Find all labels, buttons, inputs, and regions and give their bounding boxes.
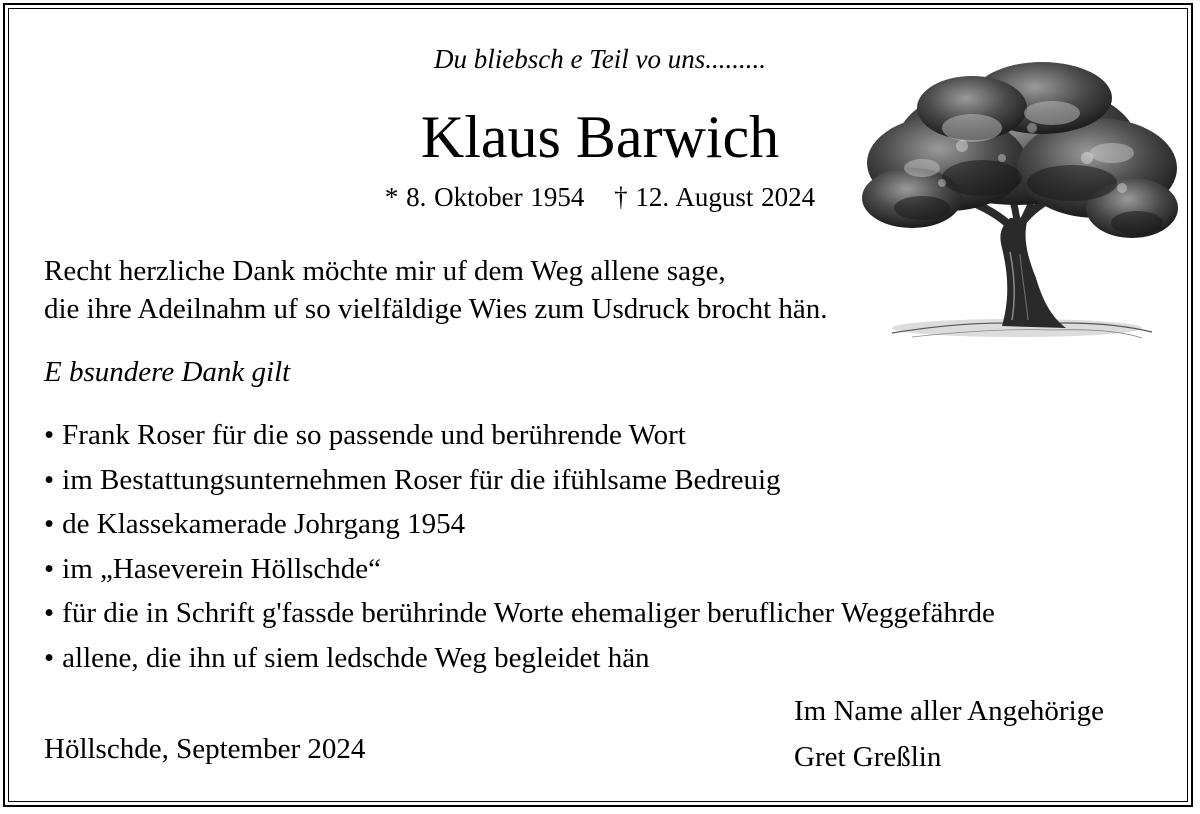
list-item [44,547,995,592]
list-item [44,591,995,636]
tree-icon [852,58,1182,350]
list-item [44,636,995,681]
list-item [44,413,995,458]
list-item-text: im Bestattungsunternehmen Roser für die ifühlsame Bedreuig [62,463,781,496]
bullet-icon: • [44,508,55,540]
special-thanks-list [44,413,995,680]
bullet-icon: • [44,552,55,585]
bullet-icon: • [44,419,55,451]
bullet-icon: • [44,463,55,496]
birth-date: * 8. Oktober 1954 [384,182,585,212]
list-item-text: im „Haseverein Höllschde“ [62,552,382,585]
motto: Du bliebsch e Teil vo uns......... [434,44,766,74]
list-item-text: Frank Roser für die so passende und berührende Wort [62,419,686,451]
on-behalf-line: Im Name aller Angehörige [794,695,1105,727]
list-item [44,502,995,547]
deceased-name: Klaus Barwich [420,104,780,170]
signature-block [794,688,1104,780]
death-date: † 12. August 2024 [614,182,816,212]
place-and-date: Höllschde, September 2024 [44,733,366,765]
intro-line-2: die ihre Adeilnahm uf so vielfäldige Wies zum Usdruck brocht hän. [44,293,828,325]
list-item [44,458,995,503]
thank-you-intro [44,252,828,328]
intro-line-1: Recht herzliche Dank möchte mir uf dem Weg allene sage, [44,255,726,287]
list-item-text: für die in Schrift g'fassde berührinde Worte ehemaliger beruflicher Weggefährde [62,597,995,629]
special-thanks-heading: E bsundere Dank gilt [44,356,291,388]
bullet-icon: • [44,641,55,674]
list-item-text: de Klassekamerade Johrgang 1954 [62,508,466,540]
list-item-text: allene, die ihn uf siem ledschde Weg begleidet hän [62,641,650,674]
bullet-icon: • [44,597,55,629]
signer-name: Gret Greßlin [794,741,942,773]
